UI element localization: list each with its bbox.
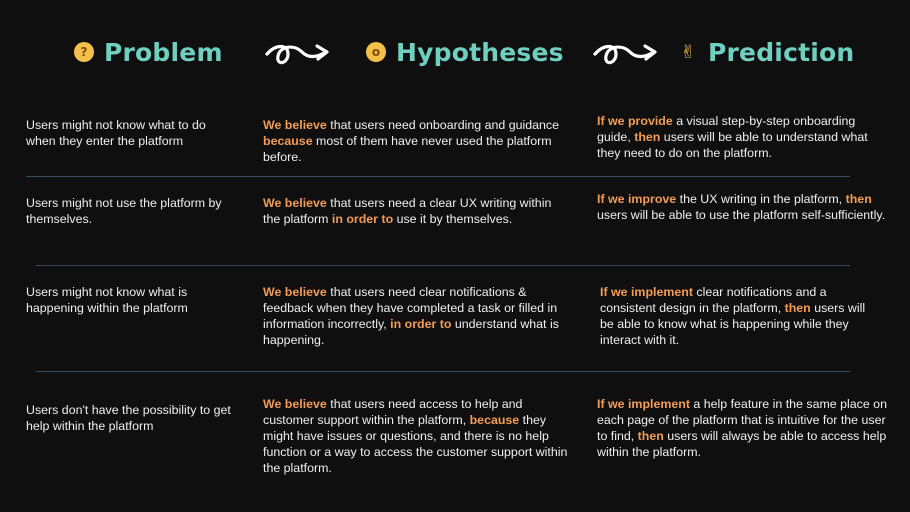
statement-text: they might have issues or questions, and there is no help function or a way to access the customer support within the platform. <box>263 413 568 475</box>
header-problem <box>74 32 223 72</box>
statement-text: users will always be able to access help within the platform. <box>597 429 887 459</box>
problem-cell: Users might not know what is happening within the platform <box>26 285 188 315</box>
header-hypotheses <box>366 32 564 72</box>
statement-text: a help feature in the same place on each page of the platform that is intuitive for the user to find, <box>597 397 887 443</box>
row-divider <box>36 265 850 266</box>
monocle-face-icon: o <box>366 42 386 62</box>
keyword-highlight: If we implement <box>597 397 690 411</box>
keyword-highlight: We believe <box>263 285 327 299</box>
keyword-highlight: then <box>634 130 661 144</box>
keyword-highlight: We believe <box>263 118 327 132</box>
hypothesis-cell <box>263 117 563 165</box>
keyword-highlight: because <box>469 413 520 427</box>
hypothesis-cell <box>263 195 553 227</box>
hypothesis-cell <box>263 396 575 476</box>
statement-text: the UX writing in the platform, <box>676 192 846 206</box>
statement-text: that users need onboarding and guidance <box>326 118 559 132</box>
keyword-highlight: then <box>784 301 811 315</box>
problem-cell: Users might not use the platform by themselves. <box>26 196 222 226</box>
statement-text: users will be able to use the platform self-sufficiently. <box>597 208 886 222</box>
crossed-fingers-icon: ✌ <box>680 41 696 63</box>
keyword-highlight: because <box>263 134 313 148</box>
curly-arrow-icon <box>264 38 334 70</box>
statement-text: clear notifications and a consistent design in the platform, <box>600 285 827 315</box>
keyword-highlight: in order to <box>390 317 452 331</box>
prediction-cell <box>597 113 889 161</box>
statement-text: that users need a clear UX writing within the platform <box>263 196 552 226</box>
statement-text: that users need access to help and customer support within the platform, <box>263 397 523 427</box>
statement-text: users will be able to understand what they need to do on the platform. <box>597 130 868 160</box>
thinking-face-icon: ? <box>74 42 94 62</box>
keyword-highlight: then <box>637 429 664 443</box>
problem-cell: Users might not know what to do when they enter the platform <box>26 118 206 148</box>
keyword-highlight: We believe <box>263 397 327 411</box>
statement-text: that users need clear notifications & feedback when they have completed a task or filled in information incorrectly, <box>263 285 558 331</box>
prediction-cell <box>600 284 880 348</box>
header-problem-title: Problem <box>104 37 223 67</box>
statement-text: understand what is happening. <box>263 317 559 347</box>
hypothesis-cell <box>263 284 575 348</box>
statement-text: most of them have never used the platform before. <box>263 134 552 164</box>
prediction-cell <box>597 396 889 460</box>
keyword-highlight: If we implement <box>600 285 693 299</box>
keyword-highlight: We believe <box>263 196 327 210</box>
problem-cell: Users don't have the possibility to get help within the platform <box>26 403 231 433</box>
statement-text: users will be able to know what is happening while they interact with it. <box>600 301 866 347</box>
prediction-cell <box>597 191 887 223</box>
header-hypotheses-title: Hypotheses <box>396 37 564 67</box>
keyword-highlight: then <box>845 192 872 206</box>
header-prediction <box>678 32 854 72</box>
row-divider <box>26 176 850 177</box>
keyword-highlight: in order to <box>331 212 394 226</box>
keyword-highlight: If we improve <box>597 192 677 206</box>
header-prediction-title: Prediction <box>708 37 855 67</box>
statement-text: a visual step-by-step onboarding guide, <box>597 114 856 144</box>
curly-arrow-icon <box>592 38 662 70</box>
statement-text: use it by themselves. <box>393 212 513 226</box>
keyword-highlight: If we provide <box>597 114 673 128</box>
row-divider <box>36 371 850 372</box>
